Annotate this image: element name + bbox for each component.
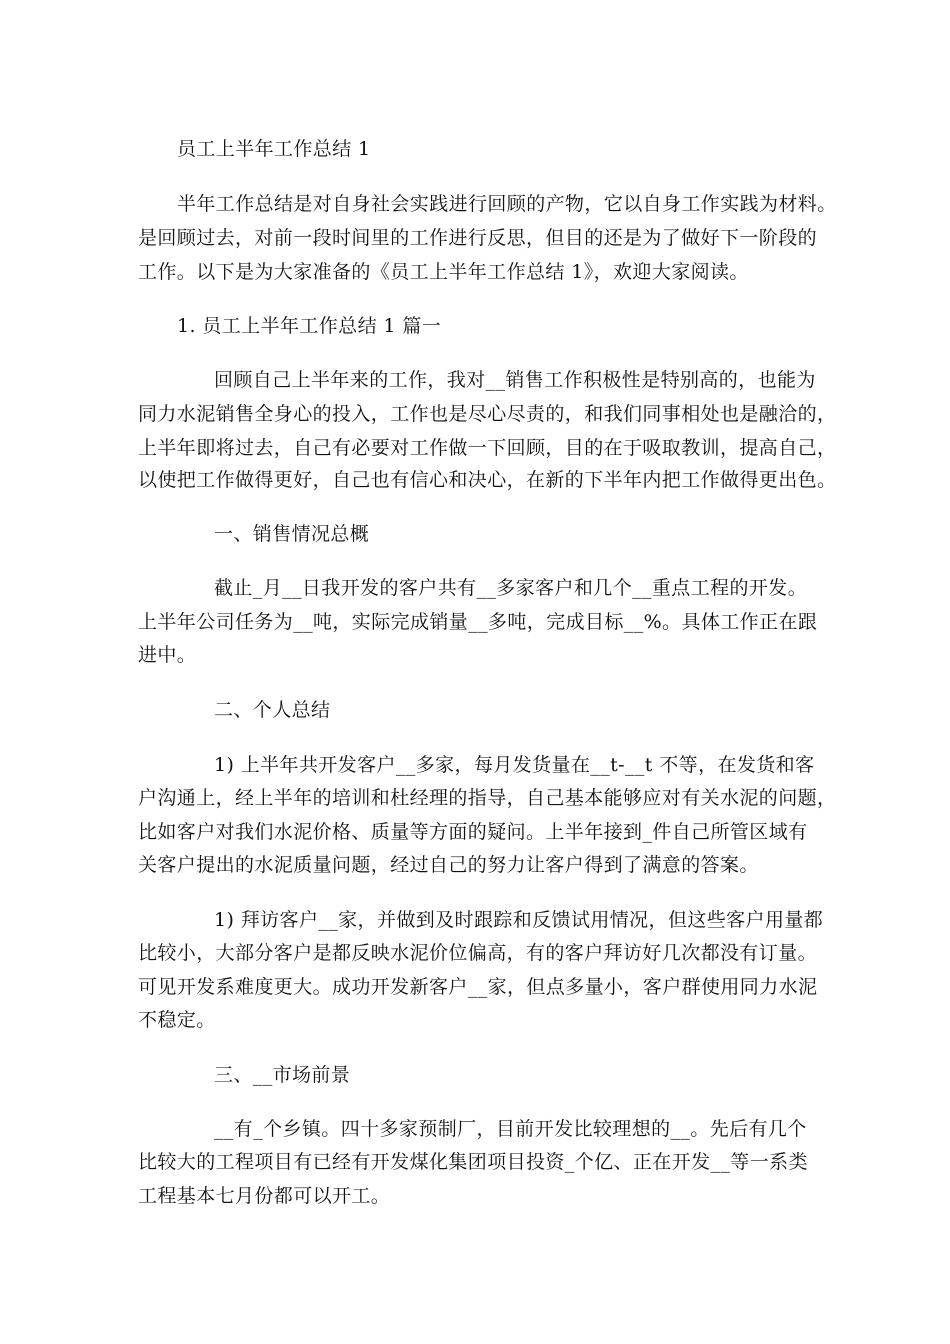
paragraph-line: 工程基本七月份都可以开工。 — [138, 1185, 391, 1207]
paragraph-line: 上半年公司任务为__吨，实际完成销量__多吨，完成目标__%。具体工作正在跟 — [138, 611, 818, 633]
paragraph-line: 比如客户对我们水泥价格、质量等方面的疑问。上半年接到_件自己所管区域有 — [138, 821, 808, 843]
paragraph-line: 比较大的工程项目有已经有开发煤化集团项目投资_个亿、正在开发__等一系类 — [138, 1151, 808, 1173]
paragraph-line: 户沟通上，经上半年的培训和杜经理的指导，自己基本能够应对有关水泥的问题， — [138, 787, 837, 809]
paragraph-line: 1) 上半年共开发客户__多家，每月发货量在__t-__t 不等，在发货和客 — [214, 754, 815, 776]
document-title: 员工上半年工作总结 1 — [177, 138, 371, 160]
subheading-personal-summary: 二、个人总结 — [214, 699, 331, 721]
section-heading: 1. 员工上半年工作总结 1 篇一 — [177, 315, 442, 337]
subheading-sales-overview: 一、销售情况总概 — [214, 523, 370, 545]
paragraph-line: 上半年即将过去，自己有必要对工作做一下回顾，目的在于吸取教训，提高自己， — [138, 437, 837, 459]
paragraph-line: 进中。 — [138, 644, 197, 666]
paragraph-line: 截止_月__日我开发的客户共有__多家客户和几个__重点工程的开发。 — [214, 577, 808, 599]
paragraph-line: 回顾自己上半年来的工作，我对__销售工作积极性是特别高的，也能为 — [214, 369, 816, 391]
paragraph-line: 1) 拜访客户__家，并做到及时跟踪和反馈试用情况，但这些客户用量都 — [214, 909, 824, 931]
intro-line: 是回顾过去，对前一段时间里的工作进行反思，但目的还是为了做好下一阶段的 — [138, 227, 818, 249]
paragraph-line: 比较小，大部分客户是都反映水泥价位偏高，有的客户拜访好几次都没有订量。 — [138, 942, 818, 964]
intro-line: 工作。以下是为大家准备的《员工上半年工作总结 1》，欢迎大家阅读。 — [138, 261, 749, 283]
paragraph-line: 以使把工作做得更好，自己也有信心和决心，在新的下半年内把工作做得更出色。 — [138, 469, 837, 491]
subheading-market-outlook: 三、__市场前景 — [214, 1064, 351, 1086]
paragraph-line: 同力水泥销售全身心的投入，工作也是尽心尽责的，和我们同事相处也是融洽的， — [138, 403, 837, 425]
paragraph-line: 关客户提出的水泥质量问题，经过自己的努力让客户得到了满意的答案。 — [138, 854, 759, 876]
paragraph-line: __有_个乡镇。四十多家预制厂，目前开发比较理想的__。先后有几个 — [214, 1118, 807, 1140]
intro-line: 半年工作总结是对自身社会实践进行回顾的产物，它以自身工作实践为材料。 — [177, 193, 837, 215]
paragraph-line: 可见开发系难度更大。成功开发新客户__家，但点多量小，客户群使用同力水泥 — [138, 976, 818, 998]
paragraph-line: 不稳定。 — [138, 1009, 216, 1031]
